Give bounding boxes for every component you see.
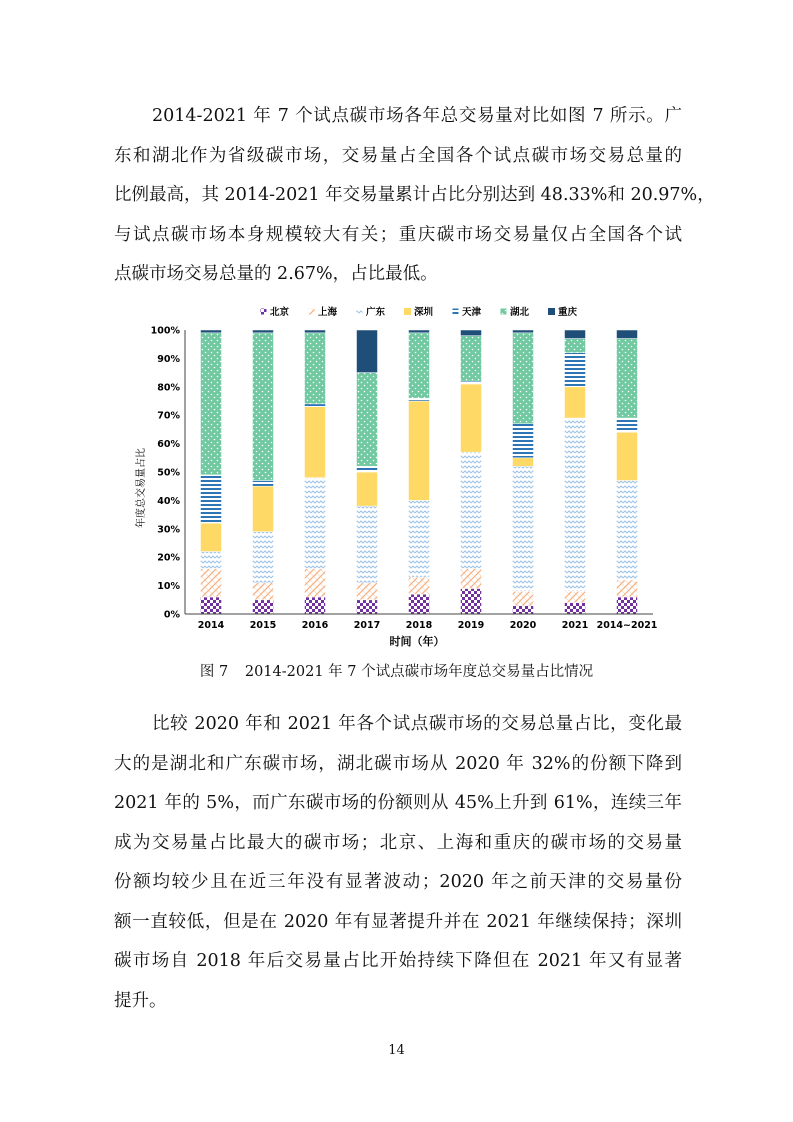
paragraph-1 (114, 97, 715, 295)
bar-segment-天津 (409, 398, 430, 401)
text-line: 2021 年的 5%，而广东碳市场的份额则从 45%上升到 61%，连续三年 (114, 793, 682, 813)
x-tick-label: 2014~2021 (596, 620, 658, 631)
bar-segment-重庆 (305, 330, 326, 333)
bar-segment-重庆 (513, 330, 534, 333)
bar-segment-湖北 (253, 333, 274, 481)
bar-segment-上海 (565, 591, 586, 602)
text-line: 份额均较少且在近三年没有显著波动；2020 年之前天津的交易量份 (114, 872, 682, 892)
x-tick-label: 2016 (301, 620, 329, 631)
bar-segment-广东 (461, 452, 482, 568)
bar-segment-深圳 (357, 472, 378, 506)
x-tick-label: 2015 (249, 620, 277, 631)
x-tick-label: 2020 (509, 620, 537, 631)
stacked-bar-chart (135, 300, 665, 650)
bar-segment-广东 (617, 481, 638, 580)
bar-segment-上海 (409, 577, 430, 594)
bar-segment-深圳 (201, 523, 222, 551)
bar-segment-天津 (617, 418, 638, 432)
bar-segment-重庆 (357, 330, 378, 373)
text-line: 大的是湖北和广东碳市场，湖北碳市场从 2020 年 32%的份额下降到 (114, 753, 682, 774)
bar-segment-深圳 (617, 432, 638, 480)
text-line: 碳市场自 2018 年后交易量占比开始持续下降但在 2021 年又有显著 (114, 951, 682, 971)
bar-segment-北京 (357, 600, 378, 614)
bar-segment-天津 (305, 404, 326, 407)
x-tick-label: 2017 (353, 620, 381, 631)
y-tick-label: 0% (163, 609, 180, 621)
text-line: 东和湖北作为省级碳市场，交易量占全国各个试点碳市场交易总量的 (114, 145, 682, 166)
paragraph-2 (114, 705, 682, 1021)
figure-caption (0, 660, 793, 681)
bar-segment-北京 (305, 597, 326, 614)
legend-label: 上海 (318, 307, 338, 318)
bar-segment-湖北 (565, 339, 586, 353)
bar-segment-湖北 (461, 336, 482, 381)
bar-segment-重庆 (253, 330, 274, 333)
bar-segment-广东 (253, 532, 274, 583)
text-line: 2014-2021 年 7 个试点碳市场各年总交易量对比如图 7 所示。广 (152, 106, 682, 126)
bar-segment-北京 (617, 597, 638, 614)
bar-segment-重庆 (617, 330, 638, 339)
legend-swatch (308, 308, 315, 315)
text-line: 额一直较低，但是在 2020 年有显著提升并在 2021 年继续保持；深圳 (114, 911, 682, 932)
bar-segment-深圳 (305, 407, 326, 478)
legend-label: 广东 (366, 307, 386, 318)
bar-segment-重庆 (409, 330, 430, 333)
bar-segment-上海 (513, 591, 534, 605)
bar-segment-重庆 (461, 330, 482, 336)
chart-legend (260, 306, 578, 318)
bar-segment-天津 (565, 353, 586, 387)
figure-7-chart (135, 300, 665, 650)
x-tick-label: 2014 (197, 620, 225, 631)
legend-swatch (356, 308, 363, 315)
text-line: 比较 2020 年和 2021 年各个试点碳市场的交易总量占比，变化最 (152, 714, 682, 734)
legend-label: 重庆 (558, 307, 578, 318)
legend-item (308, 306, 338, 318)
legend-item (404, 306, 434, 318)
legend-item (548, 306, 578, 318)
legend-swatch (260, 308, 267, 315)
text-line: 提升。 (114, 990, 167, 1011)
text-line: 成为交易量占比最大的碳市场；北京、上海和重庆的碳市场的交易量 (114, 832, 682, 853)
legend-label: 湖北 (510, 307, 530, 318)
y-tick-label: 20% (157, 552, 180, 564)
legend-item (452, 306, 482, 318)
bar-segment-上海 (617, 580, 638, 597)
y-tick-label: 30% (157, 524, 180, 536)
y-axis-title: 年度总交易量占比 (136, 448, 147, 528)
x-axis-title: 时间（年） (389, 635, 445, 648)
legend-swatch (404, 308, 411, 315)
x-tick-label: 2018 (405, 620, 433, 631)
bar-segment-北京 (565, 603, 586, 614)
bar-segment-广东 (565, 418, 586, 591)
bar-segment-上海 (253, 583, 274, 600)
bar-segment-北京 (513, 605, 534, 614)
x-axis (185, 614, 657, 631)
bar-segment-上海 (201, 569, 222, 597)
bar-segment-北京 (461, 588, 482, 614)
bar-segment-天津 (357, 466, 378, 472)
bar-segment-上海 (461, 569, 482, 589)
figure-label: 图 7 (199, 664, 229, 680)
y-tick-label: 100% (150, 325, 180, 337)
text-line: 点碳市场交易总量的 2.67%，占比最低。 (114, 264, 438, 284)
legend-label: 深圳 (414, 307, 434, 318)
legend-swatch (548, 308, 555, 315)
bar-segment-深圳 (253, 486, 274, 531)
bar-segment-湖北 (305, 333, 326, 404)
bar-segment-北京 (201, 597, 222, 614)
legend-label: 天津 (462, 307, 482, 318)
y-tick-label: 70% (157, 410, 180, 422)
y-axis (151, 326, 185, 621)
y-tick-label: 80% (157, 382, 180, 394)
bar-segment-湖北 (357, 373, 378, 467)
bar-segment-上海 (357, 583, 378, 600)
bar-segment-北京 (409, 594, 430, 614)
bar-segment-北京 (253, 600, 274, 614)
bars (201, 330, 638, 614)
bar-segment-天津 (201, 475, 222, 523)
bar-segment-天津 (513, 424, 534, 458)
legend-swatch (452, 308, 459, 315)
bar-segment-广东 (305, 478, 326, 569)
bar-segment-深圳 (565, 387, 586, 418)
legend-label: 北京 (270, 307, 290, 318)
bar-segment-深圳 (513, 458, 534, 467)
bar-segment-广东 (201, 552, 222, 569)
bar-segment-天津 (461, 381, 482, 384)
figure-title: 2014-2021 年 7 个试点碳市场年度总交易量占比情况 (244, 664, 594, 680)
y-tick-label: 40% (157, 495, 180, 507)
legend-item (260, 306, 290, 318)
bar-segment-广东 (513, 466, 534, 591)
x-tick-label: 2019 (457, 620, 485, 631)
bar-segment-广东 (357, 506, 378, 583)
bar-segment-湖北 (513, 333, 534, 424)
bar-segment-湖北 (201, 333, 222, 475)
legend-item (356, 306, 386, 318)
y-tick-label: 60% (157, 439, 180, 451)
bar-segment-天津 (253, 481, 274, 487)
bar-segment-广东 (409, 500, 430, 577)
bar-segment-重庆 (565, 330, 586, 339)
y-tick-label: 50% (157, 467, 180, 479)
legend-item (500, 306, 530, 318)
bar-segment-深圳 (461, 384, 482, 452)
bar-segment-湖北 (617, 339, 638, 419)
bar-segment-湖北 (409, 333, 430, 398)
bar-segment-深圳 (409, 401, 430, 500)
bar-segment-重庆 (201, 330, 222, 333)
text-line: 与试点碳市场本身规模较大有关；重庆碳市场交易量仅占全国各个试 (114, 224, 682, 245)
legend-swatch (500, 308, 507, 315)
text-line: 比例最高，其 2014-2021 年交易量累计占比分别达到 48.33%和 20.97%， (114, 185, 715, 205)
page-number: 14 (388, 1043, 405, 1058)
x-tick-label: 2021 (561, 620, 589, 631)
bar-segment-上海 (305, 569, 326, 597)
y-tick-label: 90% (157, 353, 180, 365)
y-tick-label: 10% (157, 581, 180, 593)
